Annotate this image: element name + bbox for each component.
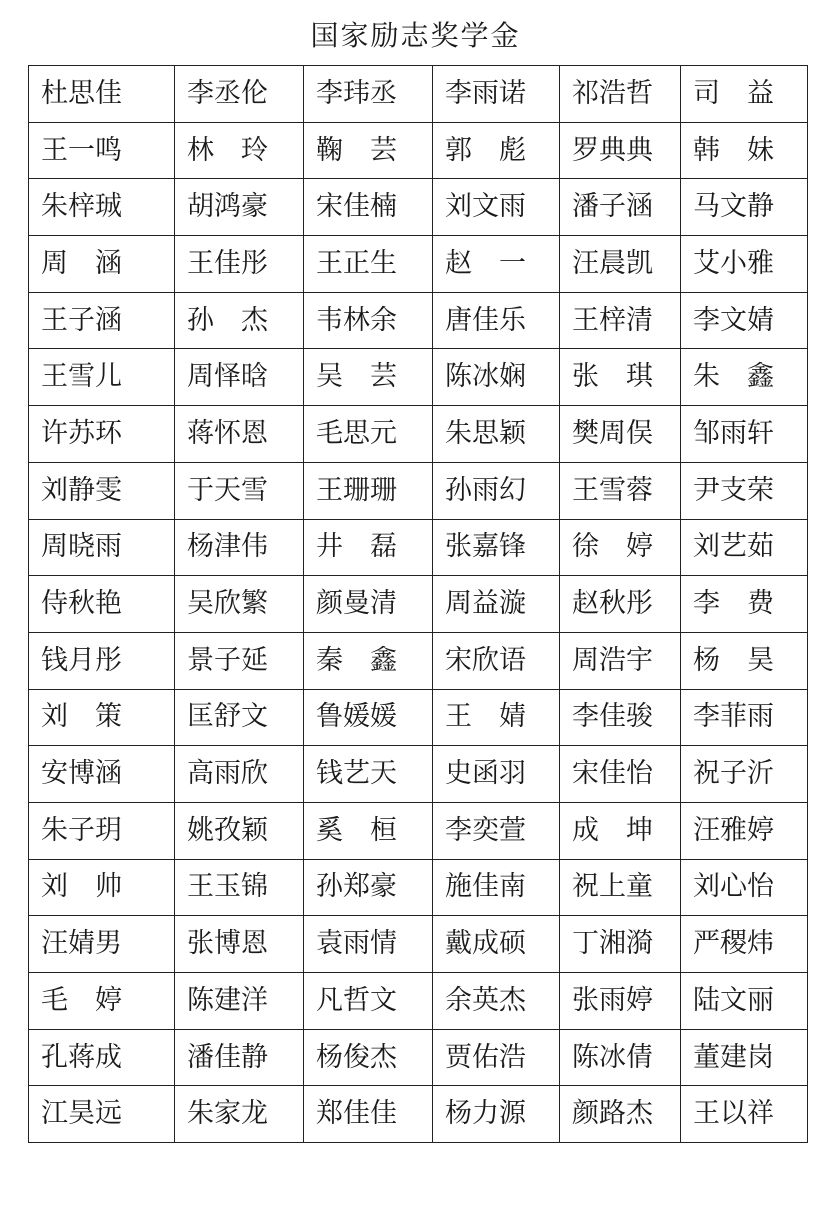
student-name: 毛思元 [316, 417, 397, 449]
name-cell [681, 462, 808, 519]
name-cell [560, 292, 681, 349]
student-name: 郭 彪 [445, 134, 526, 166]
student-name: 钱艺天 [316, 758, 397, 790]
student-name: 孙 杰 [187, 304, 268, 336]
student-name: 朱家龙 [187, 1098, 268, 1130]
table-row [29, 66, 808, 123]
student-name: 张 琪 [572, 361, 653, 393]
name-cell [304, 179, 433, 236]
name-cell [175, 66, 304, 123]
name-cell [681, 916, 808, 973]
name-cell [29, 292, 175, 349]
name-cell [433, 632, 560, 689]
name-cell [304, 576, 433, 633]
table-row [29, 236, 808, 293]
name-cell [681, 746, 808, 803]
student-name: 孙郑豪 [316, 871, 397, 903]
name-cell [433, 973, 560, 1030]
student-name: 陆文丽 [693, 984, 774, 1016]
student-name: 王子涵 [41, 304, 122, 336]
name-cell [560, 66, 681, 123]
name-cell [433, 349, 560, 406]
table-row [29, 349, 808, 406]
student-name: 严稷炜 [693, 928, 774, 960]
student-name: 王梓清 [572, 304, 653, 336]
student-name: 祝上童 [572, 871, 653, 903]
name-cell [681, 973, 808, 1030]
name-cell [681, 122, 808, 179]
student-name: 杨俊杰 [316, 1041, 397, 1073]
student-name: 吴 芸 [316, 361, 397, 393]
name-cell [560, 519, 681, 576]
table-row [29, 746, 808, 803]
student-name: 周怿晗 [187, 361, 268, 393]
student-name: 杨 昊 [693, 644, 774, 676]
page-title: 国家励志奖学金 [310, 19, 521, 52]
name-cell [560, 1086, 681, 1143]
student-name: 朱思颖 [445, 417, 526, 449]
name-cell [560, 576, 681, 633]
table-row [29, 179, 808, 236]
student-name: 张嘉锋 [445, 531, 526, 563]
name-cell [681, 802, 808, 859]
student-name: 刘艺茹 [693, 531, 774, 563]
table-row [29, 973, 808, 1030]
student-name: 成 坤 [572, 814, 653, 846]
student-name: 马文静 [693, 191, 774, 223]
name-cell [304, 66, 433, 123]
name-cell [304, 462, 433, 519]
scholarship-name-table [28, 65, 808, 1143]
student-name: 王雪蓉 [572, 474, 653, 506]
student-name: 安博涵 [41, 758, 122, 790]
name-cell [304, 973, 433, 1030]
name-cell [29, 632, 175, 689]
name-cell [175, 406, 304, 463]
name-cell [433, 122, 560, 179]
name-cell [175, 1029, 304, 1086]
name-cell [560, 916, 681, 973]
student-name: 宋佳楠 [316, 191, 397, 223]
name-cell [29, 349, 175, 406]
name-cell [681, 292, 808, 349]
student-name: 戴成硕 [445, 928, 526, 960]
name-cell [29, 179, 175, 236]
student-name: 李佳骏 [572, 701, 653, 733]
student-name: 张雨婷 [572, 984, 653, 1016]
name-cell [681, 66, 808, 123]
student-name: 景子延 [187, 644, 268, 676]
name-cell [175, 576, 304, 633]
student-name: 刘 帅 [41, 871, 122, 903]
student-name: 朱子玥 [41, 814, 122, 846]
name-cell [304, 1086, 433, 1143]
student-name: 刘静雯 [41, 474, 122, 506]
table-row [29, 632, 808, 689]
student-name: 许苏环 [41, 417, 122, 449]
name-cell [175, 349, 304, 406]
name-cell [29, 916, 175, 973]
name-cell [29, 236, 175, 293]
student-name: 杨津伟 [187, 531, 268, 563]
student-name: 赵 一 [445, 247, 526, 279]
name-cell [175, 292, 304, 349]
name-cell [304, 859, 433, 916]
name-cell [29, 66, 175, 123]
student-name: 毛 婷 [41, 984, 122, 1016]
table-row [29, 689, 808, 746]
name-cell [560, 973, 681, 1030]
table-row [29, 519, 808, 576]
student-name: 陈冰娴 [445, 361, 526, 393]
name-cell [560, 462, 681, 519]
student-name: 贾佑浩 [445, 1041, 526, 1073]
student-name: 姚孜颖 [187, 814, 268, 846]
name-cell [681, 179, 808, 236]
student-name: 杨力源 [445, 1098, 526, 1130]
student-name: 丁湘漪 [572, 928, 653, 960]
student-name: 王正生 [316, 247, 397, 279]
student-name: 凡哲文 [316, 984, 397, 1016]
name-cell [29, 462, 175, 519]
name-cell [433, 689, 560, 746]
name-cell [433, 1029, 560, 1086]
student-name: 朱梓珹 [41, 191, 122, 223]
student-name: 宋欣语 [445, 644, 526, 676]
student-name: 刘心怡 [693, 871, 774, 903]
student-name: 颜路杰 [572, 1098, 653, 1130]
student-name: 李玮丞 [316, 77, 397, 109]
name-cell [433, 576, 560, 633]
student-name: 陈冰倩 [572, 1041, 653, 1073]
name-cell [433, 66, 560, 123]
student-name: 徐 婷 [572, 531, 653, 563]
student-name: 李文婧 [693, 304, 774, 336]
name-cell [560, 179, 681, 236]
name-cell [175, 746, 304, 803]
name-cell [681, 689, 808, 746]
student-name: 余英杰 [445, 984, 526, 1016]
student-name: 蒋怀恩 [187, 417, 268, 449]
student-name: 李雨诺 [445, 77, 526, 109]
student-name: 郑佳佳 [316, 1098, 397, 1130]
student-name: 潘佳静 [187, 1041, 268, 1073]
name-cell [304, 632, 433, 689]
student-name: 尹支荣 [693, 474, 774, 506]
student-name: 李 费 [693, 588, 774, 620]
student-name: 祝子沂 [693, 758, 774, 790]
student-name: 王珊珊 [316, 474, 397, 506]
student-name: 颜曼清 [316, 588, 397, 620]
name-cell [175, 236, 304, 293]
name-cell [681, 519, 808, 576]
student-name: 李丞伦 [187, 77, 268, 109]
student-name: 林 玲 [187, 134, 268, 166]
student-name: 李奕萱 [445, 814, 526, 846]
student-name: 匡舒文 [187, 701, 268, 733]
name-cell [681, 632, 808, 689]
name-cell [304, 916, 433, 973]
name-cell [175, 916, 304, 973]
student-name: 王一鸣 [41, 134, 122, 166]
student-name: 王 婧 [445, 701, 526, 733]
name-cell [433, 406, 560, 463]
student-name: 钱月彤 [41, 644, 122, 676]
name-cell [681, 236, 808, 293]
name-cell [560, 122, 681, 179]
name-cell [560, 236, 681, 293]
table-row [29, 802, 808, 859]
name-cell [304, 689, 433, 746]
name-cell [560, 349, 681, 406]
name-cell [175, 859, 304, 916]
name-cell [560, 689, 681, 746]
student-name: 袁雨情 [316, 928, 397, 960]
student-name: 史函羽 [445, 758, 526, 790]
student-name: 韩 妹 [693, 134, 774, 166]
student-name: 邹雨轩 [693, 417, 774, 449]
name-cell [175, 1086, 304, 1143]
name-cell [433, 179, 560, 236]
student-name: 孙雨幻 [445, 474, 526, 506]
name-cell [175, 519, 304, 576]
name-cell [681, 859, 808, 916]
name-cell [304, 1029, 433, 1086]
student-name: 周 涵 [41, 247, 122, 279]
student-name: 施佳南 [445, 871, 526, 903]
name-cell [681, 349, 808, 406]
student-name: 汪婧男 [41, 928, 122, 960]
student-name: 樊周俣 [572, 417, 653, 449]
name-cell [433, 519, 560, 576]
student-name: 周晓雨 [41, 531, 122, 563]
name-cell [29, 1086, 175, 1143]
name-cell [29, 122, 175, 179]
name-cell [175, 462, 304, 519]
name-cell [175, 973, 304, 1030]
student-name: 鲁媛媛 [316, 701, 397, 733]
name-cell [433, 236, 560, 293]
student-name: 汪雅婷 [693, 814, 774, 846]
name-cell [304, 406, 433, 463]
name-cell [433, 462, 560, 519]
table-row [29, 292, 808, 349]
student-name: 王雪儿 [41, 361, 122, 393]
name-cell [304, 122, 433, 179]
table-row [29, 916, 808, 973]
student-name: 祁浩哲 [572, 77, 653, 109]
student-name: 井 磊 [316, 531, 397, 563]
student-name: 王以祥 [693, 1098, 774, 1130]
student-name: 董建岗 [693, 1041, 774, 1073]
student-name: 唐佳乐 [445, 304, 526, 336]
table-row [29, 859, 808, 916]
student-name: 朱 鑫 [693, 361, 774, 393]
name-cell [175, 122, 304, 179]
name-cell [560, 1029, 681, 1086]
table-row [29, 576, 808, 633]
student-name: 赵秋彤 [572, 588, 653, 620]
name-cell [433, 1086, 560, 1143]
student-name: 秦 鑫 [316, 644, 397, 676]
name-cell [175, 802, 304, 859]
student-name: 刘文雨 [445, 191, 526, 223]
table-row [29, 462, 808, 519]
student-name: 鞠 芸 [316, 134, 397, 166]
student-name: 李菲雨 [693, 701, 774, 733]
name-cell [304, 349, 433, 406]
student-name: 刘 策 [41, 701, 122, 733]
student-name: 陈建洋 [187, 984, 268, 1016]
name-cell [175, 689, 304, 746]
student-name: 韦林余 [316, 304, 397, 336]
student-name: 胡鸿豪 [187, 191, 268, 223]
name-cell [304, 292, 433, 349]
name-cell [560, 746, 681, 803]
student-name: 张博恩 [187, 928, 268, 960]
table-row [29, 1086, 808, 1143]
student-name: 汪晨凯 [572, 247, 653, 279]
name-cell [29, 576, 175, 633]
name-cell [560, 632, 681, 689]
table-row [29, 406, 808, 463]
student-name: 司 益 [693, 77, 774, 109]
student-name: 孔蒋成 [41, 1041, 122, 1073]
name-cell [433, 746, 560, 803]
name-cell [29, 519, 175, 576]
name-cell [560, 859, 681, 916]
name-cell [433, 916, 560, 973]
name-cell [29, 689, 175, 746]
table-row [29, 122, 808, 179]
name-cell [29, 406, 175, 463]
student-name: 吴欣繁 [187, 588, 268, 620]
student-name: 周益漩 [445, 588, 526, 620]
name-cell [681, 1029, 808, 1086]
name-cell [681, 1086, 808, 1143]
name-cell [433, 292, 560, 349]
name-table-body [29, 66, 808, 1143]
name-cell [175, 179, 304, 236]
name-cell [681, 576, 808, 633]
student-name: 罗典典 [572, 134, 653, 166]
name-cell [29, 746, 175, 803]
name-cell [29, 1029, 175, 1086]
student-name: 王佳彤 [187, 247, 268, 279]
student-name: 潘子涵 [572, 191, 653, 223]
student-name: 高雨欣 [187, 758, 268, 790]
student-name: 周浩宇 [572, 644, 653, 676]
student-name: 侍秋艳 [41, 588, 122, 620]
name-cell [304, 746, 433, 803]
student-name: 杜思佳 [41, 77, 122, 109]
name-cell [304, 519, 433, 576]
student-name: 江昊远 [41, 1098, 122, 1130]
student-name: 王玉锦 [187, 871, 268, 903]
name-cell [304, 802, 433, 859]
name-cell [433, 859, 560, 916]
name-cell [29, 802, 175, 859]
student-name: 奚 桓 [316, 814, 397, 846]
name-cell [560, 406, 681, 463]
name-cell [175, 632, 304, 689]
student-name: 艾小雅 [693, 247, 774, 279]
name-cell [560, 802, 681, 859]
name-cell [29, 973, 175, 1030]
student-name: 于天雪 [187, 474, 268, 506]
name-cell [433, 802, 560, 859]
name-cell [304, 236, 433, 293]
student-name: 宋佳怡 [572, 758, 653, 790]
table-row [29, 1029, 808, 1086]
name-cell [681, 406, 808, 463]
name-cell [29, 859, 175, 916]
